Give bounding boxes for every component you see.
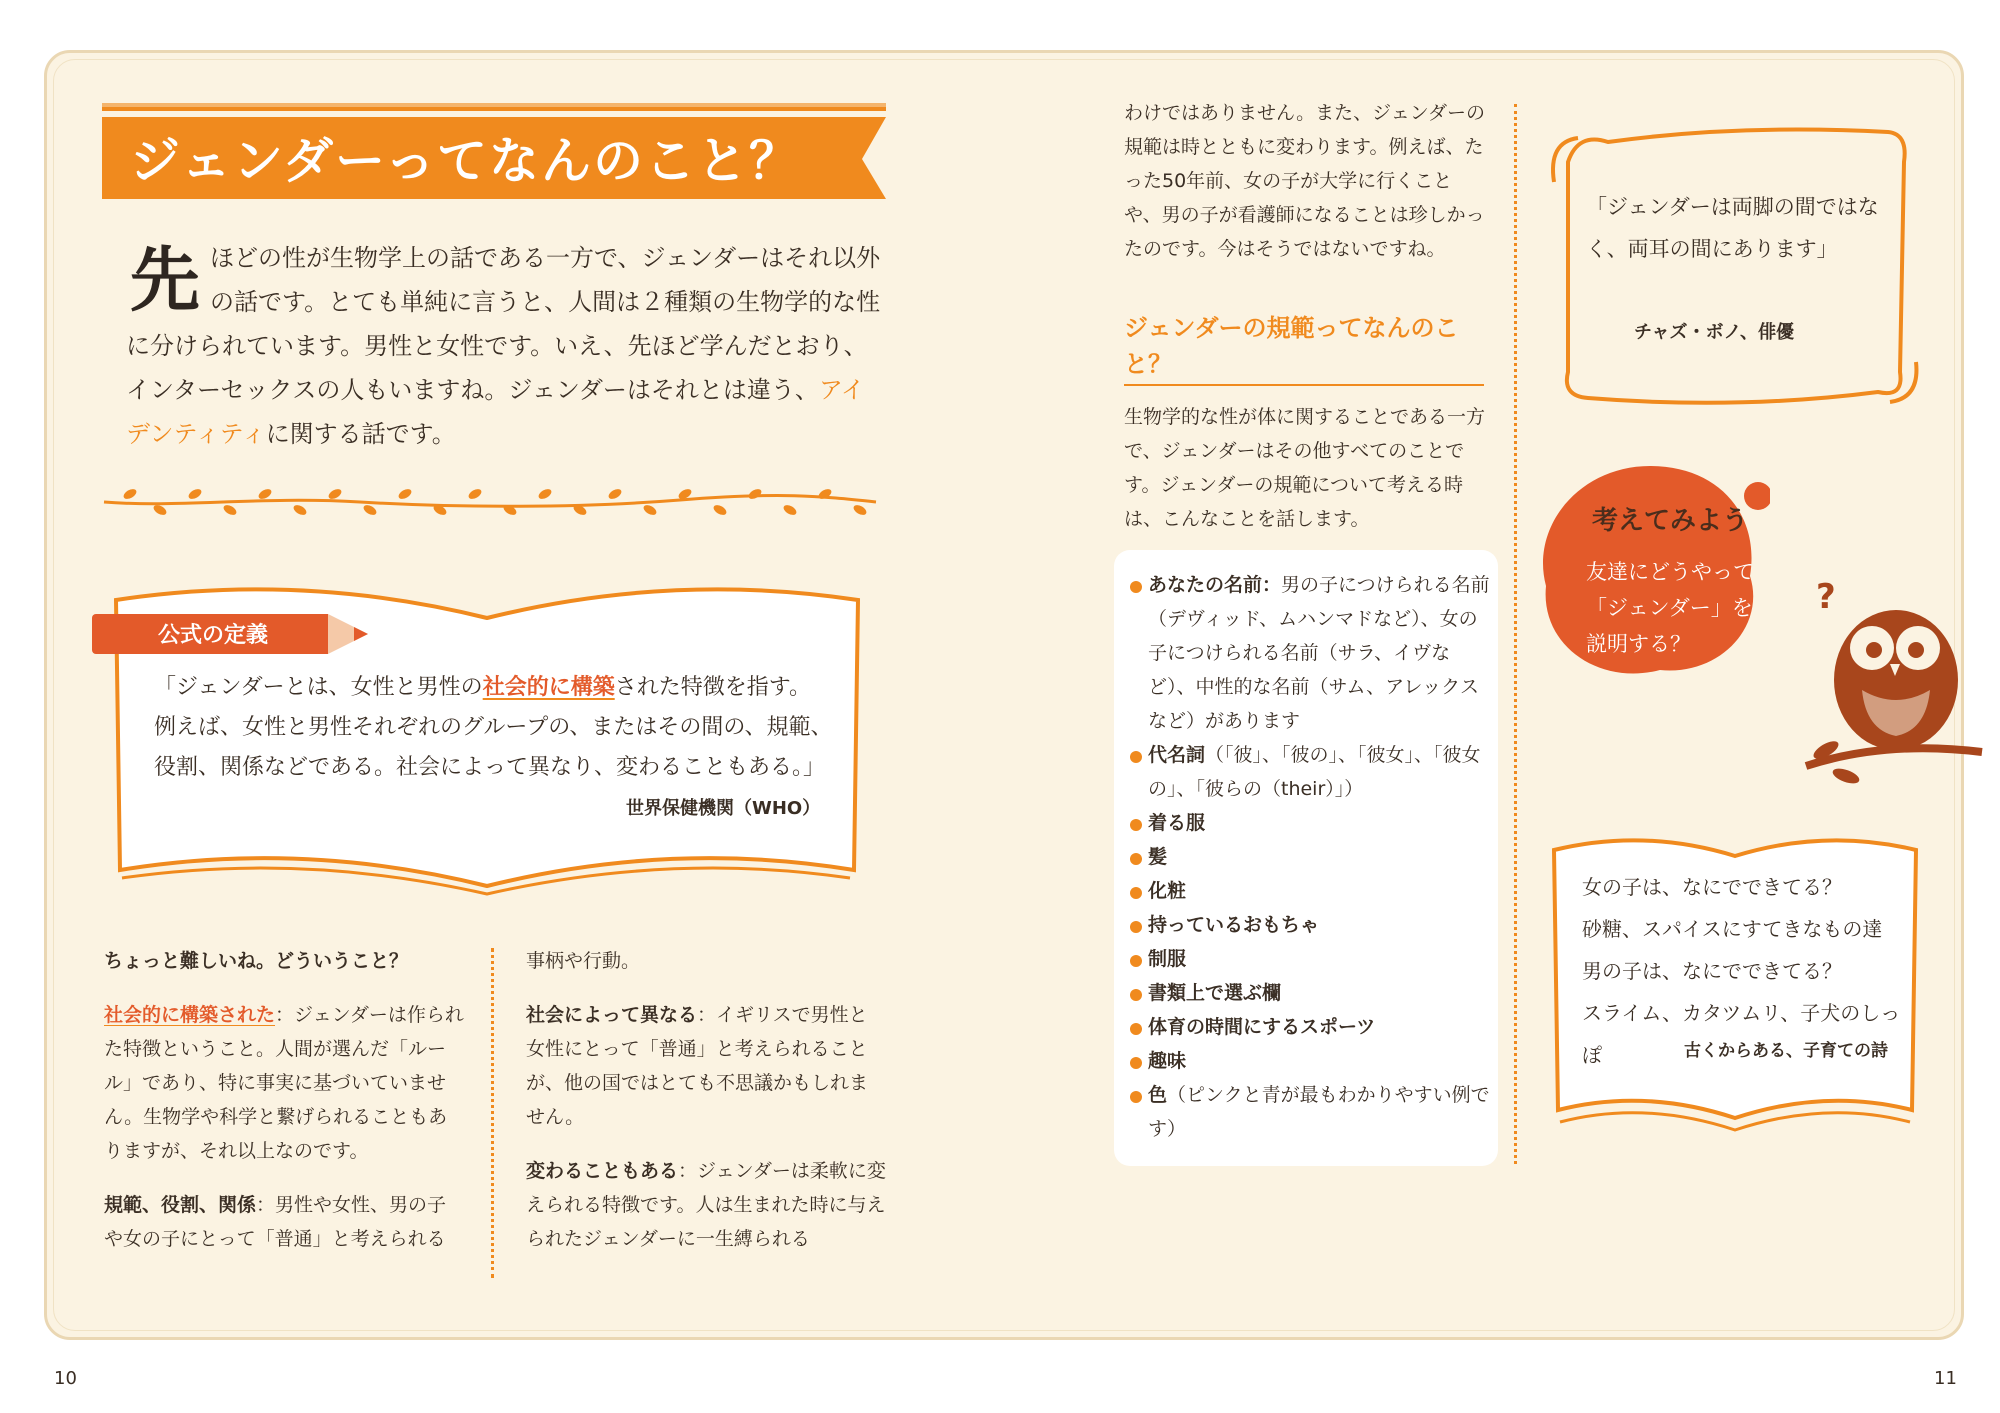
term-can-change-text: ：ジェンダーは柔軟に変えられる特徴です。人は生まれた時に与えられたジェンダーに一生縛られる xyxy=(526,1160,886,1250)
continued-text: 事柄や行動。 xyxy=(526,950,641,972)
definition-line1: 「ジェンダーとは、女性と男性の xyxy=(154,675,483,700)
intro-text-end: に関する話です。 xyxy=(265,420,456,448)
intro-paragraph xyxy=(126,236,886,456)
poem-line: 男の子は、なにでできてる？ xyxy=(1582,959,1842,983)
list-item: あなたの名前：男の子につけられる名前（デヴィッド、ムハンマドなど）、女の子につけられる名前（サラ、イヴなど）、中性的な名前（サム、アレックスなど）があります xyxy=(1130,568,1490,738)
list-item: 趣味 xyxy=(1130,1044,1490,1078)
term-society-differs-text: ：イギリスで男性と女性にとって「普通」と考えられることが、他の国ではとても不思議かもしれません。 xyxy=(526,1004,869,1128)
question-heading: ちょっと難しいね。どういうこと？ xyxy=(104,950,409,972)
list-item: 色（ピンクと青が最もわかりやすい例です） xyxy=(1130,1078,1490,1146)
list-item: 制服 xyxy=(1130,942,1490,976)
column-explanation-1 xyxy=(104,944,464,1276)
poem-line: 女の子は、なにでできてる？ xyxy=(1582,875,1842,899)
vine-divider xyxy=(100,478,880,524)
list-item: 書類上で選ぶ欄 xyxy=(1130,976,1490,1010)
definition-text xyxy=(154,668,834,788)
dropcap: 先 xyxy=(130,238,200,321)
official-definition-label xyxy=(92,610,372,658)
list-item: 着る服 xyxy=(1130,806,1490,840)
think-text: 友達にどうやって「ジェンダー」を説明する？ xyxy=(1586,560,1754,656)
term-society-differs: 社会によって異なる xyxy=(526,1004,698,1026)
term-social-construct-text: ：ジェンダーは作られた特徴ということ。人間が選んだ「ルール」であり、特に事実に基づいていません。生物学や科学と繋げられることもありますが、それ以上なのです。 xyxy=(104,1004,464,1162)
poem-line: スライム、カタツムリ、子犬のしっぽ xyxy=(1582,1001,1901,1067)
norms-intro: 生物学的な性が体に関することである一方で、ジェンダーはその他すべてのことです。ジェンダーの規範について考える時は、こんなことを話します。 xyxy=(1124,406,1486,530)
intro-text: ほどの性が生物学上の話である一方で、ジェンダーはそれ以外の話です。とても単純に言うと、人間は２種類の生物学的な性に分けられています。男性と女性です。いえ、先ほど学んだとおり、インターセックスの人もいますね。ジェンダーはそれとは違う、 xyxy=(126,244,881,404)
norms-subheading: ジェンダーの規範ってなんのこと？ xyxy=(1124,310,1484,386)
page-number-right: 11 xyxy=(1934,1368,1957,1389)
definition-line3: 役割、関係などである。社会によって異なり、変わることもある。」 xyxy=(154,755,826,780)
list-item: 化粧 xyxy=(1130,874,1490,908)
right-column-divider xyxy=(1514,104,1517,1164)
svg-text:?: ? xyxy=(1816,580,1836,617)
term-norms-text: ：男性や女性、男の子や女の子にとって「普通」と考えられる xyxy=(104,1194,447,1250)
norms-list xyxy=(1130,568,1490,1146)
quote-text: 「ジェンダーは両脚の間ではなく、両耳の間にあります」 xyxy=(1586,195,1879,261)
right-column-text: わけではありません。また、ジェンダーの規範は時とともに変わります。例えば、たった50年前、女の子が大学に行くことや、男の子が看護師になることは珍しかったのです。今はそうではないですね。 xyxy=(1124,102,1486,260)
list-item: 髪 xyxy=(1130,840,1490,874)
owl-illustration xyxy=(1786,580,1986,790)
term-can-change: 変わることもある xyxy=(526,1160,679,1182)
official-definition-title: 公式の定義 xyxy=(158,623,269,648)
definition-line1-end: された特徴を指す。 xyxy=(614,675,811,700)
think-title: 考えてみよう xyxy=(1592,506,1749,536)
quote-source: チャズ・ボノ、俳優 xyxy=(1634,322,1795,343)
title-banner xyxy=(102,103,886,205)
page-number-left: 10 xyxy=(54,1368,77,1389)
definition-line2: 例えば、女性と男性それぞれのグループの、またはその間の、規範、 xyxy=(154,715,833,740)
definition-highlight: 社会的に構築 xyxy=(482,675,615,700)
list-item: 体育の時間にするスポーツ xyxy=(1130,1010,1490,1044)
poem-line: 砂糖、スパイスにすてきなもの達 xyxy=(1582,917,1883,941)
column-divider xyxy=(491,948,494,1278)
poem-source: 古くからある、子育ての詩 xyxy=(1684,1041,1888,1061)
list-item: 持っているおもちゃ xyxy=(1130,908,1490,942)
term-social-construct: 社会的に構築された xyxy=(104,1004,276,1026)
intro-highlight: アイデンティティ xyxy=(126,376,865,448)
column-explanation-2 xyxy=(526,944,886,1276)
list-item: 代名詞（「彼」、「彼の」、「彼女」、「彼女の」、「彼らの（their）」） xyxy=(1130,738,1490,806)
term-norms: 規範、役割、関係 xyxy=(104,1194,257,1216)
definition-source: 世界保健機関（WHO） xyxy=(626,798,821,819)
page-title: ジェンダーってなんのこと？ xyxy=(130,132,801,190)
